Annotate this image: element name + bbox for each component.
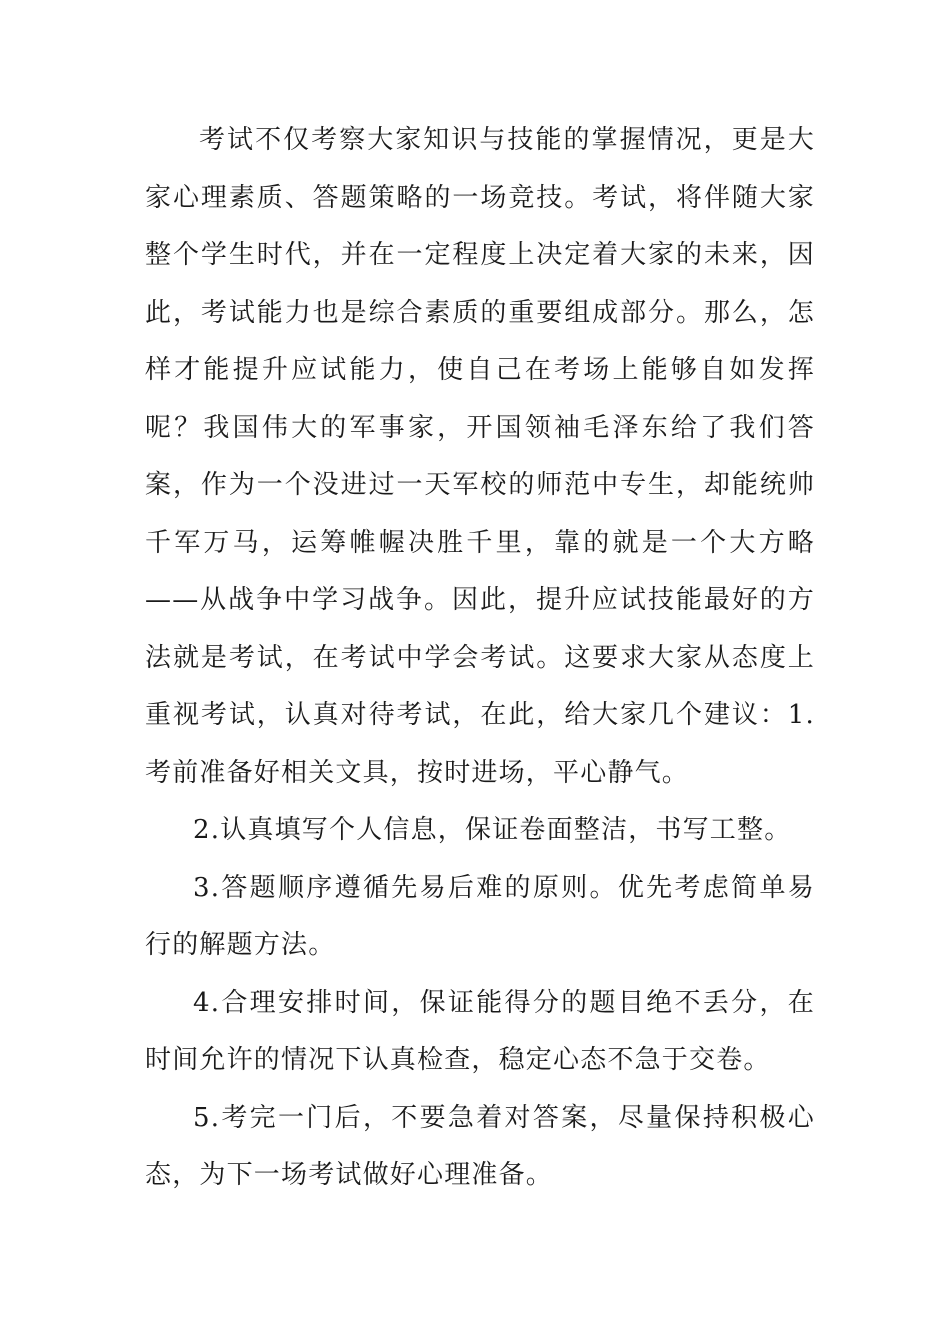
- document-body: [145, 112, 815, 1205]
- tip-paragraph-5: 5.考完一门后，不要急着对答案，尽量保持积极心态，为下一场考试做好心理准备。: [145, 1102, 815, 1190]
- intro-paragraph: 考试不仅考察大家知识与技能的掌握情况，更是大家心理素质、答题策略的一场竞技。考试，将伴随大家整个学生时代，并在一定程度上决定着大家的未来，因此，考试能力也是综合素质的重要组成部分。那么，怎样才能提升应试能力，使自己在考场上能够自如发挥呢？我国伟大的军事家，开国领袖毛泽东给了我们答案，作为一个没进过一天军校的师范中专生，却能统帅千军万马，运筹帷幄决胜千里，靠的就是一个大方略——从战争中学习战争。因此，提升应试技能最好的方法就是考试，在考试中学会考试。这要求大家从态度上重视考试，认真对待考试，在此，给大家几个建议：1.考前准备好相关文具，按时进场，平心静气。: [145, 125, 815, 788]
- tip-paragraph-3: 3.答题顺序遵循先易后难的原则。优先考虑简单易行的解题方法。: [145, 872, 815, 960]
- tip-paragraph-2: 2.认真填写个人信息，保证卷面整洁，书写工整。: [193, 815, 792, 845]
- tip-paragraph-4: 4.合理安排时间，保证能得分的题目绝不丢分，在时间允许的情况下认真检查，稳定心态不急于交卷。: [145, 987, 815, 1075]
